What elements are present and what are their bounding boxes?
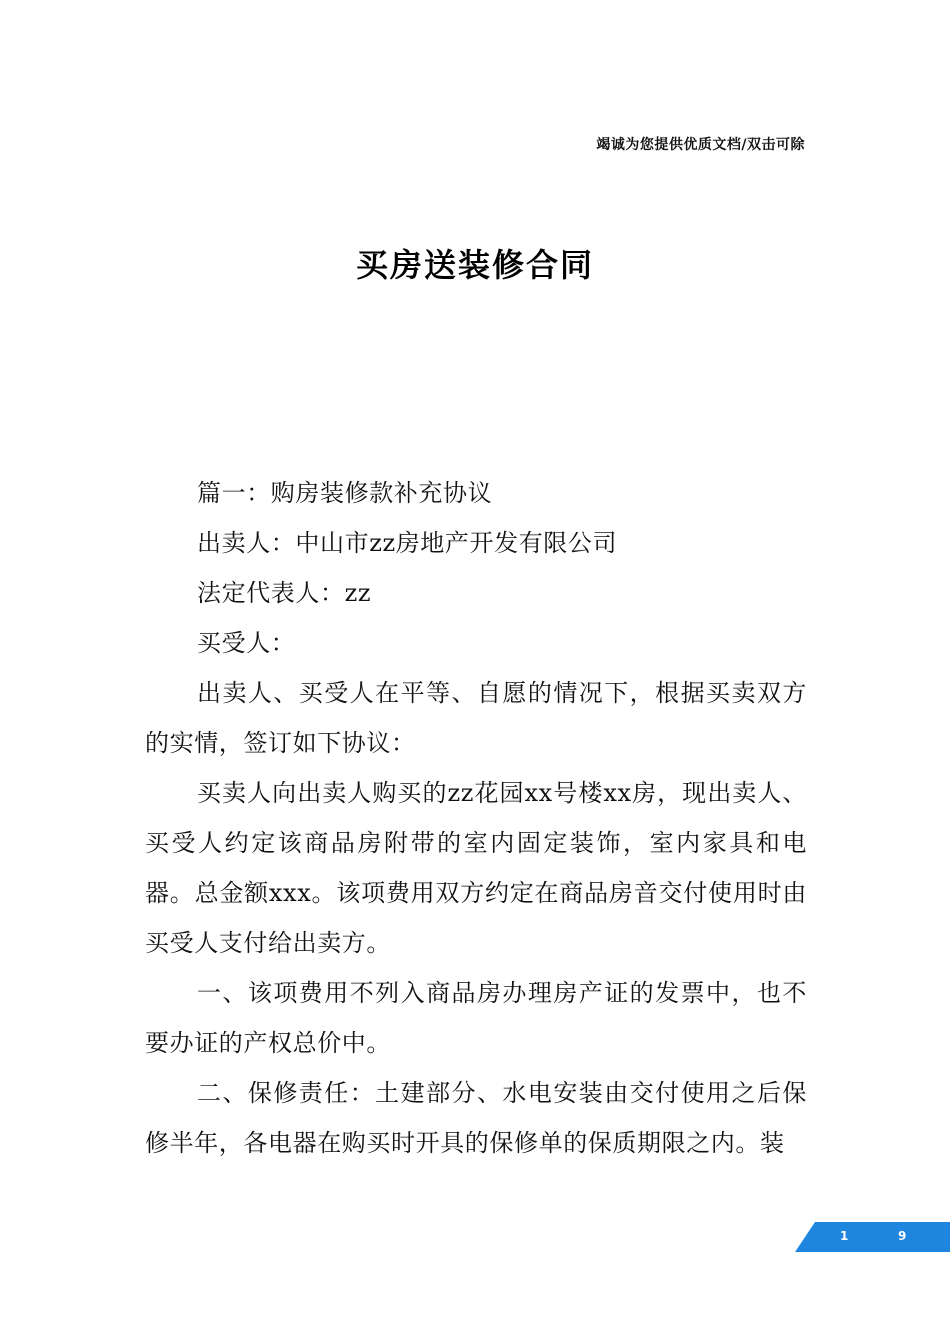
paragraph-purchase-terms: 买卖人向出卖人购买的zz花园xx号楼xx房，现出卖人、买受人约定该商品房附带的室内固定装饰，室内家具和电器。总金额xxx。该项费用双方约定在商品房音交付使用时由买受人支付给出卖方。	[145, 779, 807, 957]
page-current-number: 1	[840, 1229, 849, 1243]
paragraph-seller: 出卖人：中山市zz房地产开发有限公司	[197, 529, 618, 557]
paragraph-clause-1: 一、该项费用不列入商品房办理房产证的发票中，也不要办证的产权总价中。	[145, 979, 807, 1057]
header-note: 竭诚为您提供优质文档/双击可除	[596, 137, 805, 153]
paragraph-section-heading: 篇一：购房装修款补充协议	[197, 479, 493, 507]
paragraph-legal-representative: 法定代表人：zz	[197, 579, 372, 607]
document-body	[145, 468, 807, 1168]
paragraph-buyer: 买受人：	[197, 629, 296, 657]
paragraph-clause-2: 二、保修责任：土建部分、水电安装由交付使用之后保修半年，各电器在购买时开具的保修单的保质期限之内。装	[145, 1079, 807, 1157]
page-number-badge	[795, 1222, 950, 1252]
paragraph-agreement-intro: 出卖人、买受人在平等、自愿的情况下，根据买卖双方的实情，签订如下协议：	[145, 679, 807, 757]
page-total-number: 9	[898, 1229, 907, 1243]
document-title: 买房送装修合同	[355, 246, 594, 284]
